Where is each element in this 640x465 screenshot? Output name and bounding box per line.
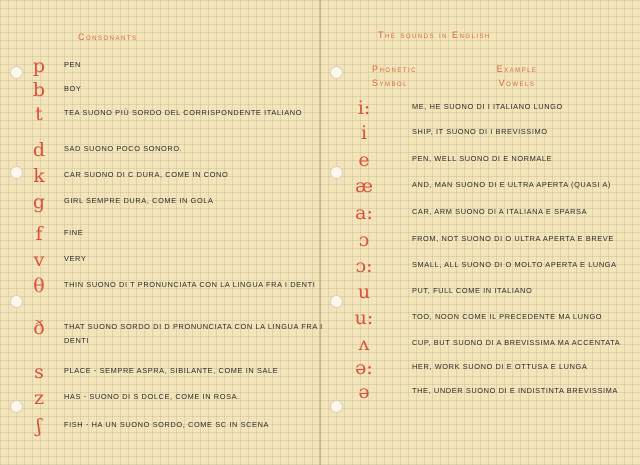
phonetic-symbol: ə: (355, 357, 373, 379)
vowel-example: FROM, NOT SUONO DI O ULTRA APERTA E BREVE (412, 234, 614, 243)
consonant-row (28, 139, 326, 161)
phonetic-symbol: a: (355, 202, 373, 224)
vowel-example: THE, UNDER SUONO DI E INDISTINTA BREVISSIMA (412, 386, 618, 395)
phonetic-symbol: g (32, 191, 46, 213)
vowel-example: SHIP, IT SUONO DI I BREVISSIMO (412, 127, 548, 136)
phonetic-symbol: p (32, 55, 46, 77)
vowel-example: PUT, FULL COME IN ITALIANO (412, 286, 533, 295)
phonetic-symbol: t (35, 103, 43, 125)
binder-hole (330, 166, 343, 179)
phonetic-symbol: ə (358, 381, 370, 403)
phonetic-symbol: æ (355, 175, 373, 197)
binder-hole (10, 400, 23, 413)
vowel-row (350, 122, 640, 144)
binder-hole (330, 295, 343, 308)
consonant-row (28, 317, 326, 348)
vowel-example: CAR, ARM SUONO DI A ITALIANA E SPARSA (412, 207, 588, 216)
consonant-row (28, 55, 326, 77)
vowel-example: SMALL, ALL SUONO DI O MOLTO APERTA E LUNGA (412, 260, 617, 269)
vowel-row (350, 175, 640, 197)
vowel-example: CUP, BUT SUONO DI A BREVISSIMA MA ACCENTATA (412, 338, 621, 347)
vowel-row (350, 307, 640, 329)
phonetic-symbol: ð (33, 317, 45, 339)
vowel-row (350, 229, 640, 251)
vowel-row (350, 97, 640, 119)
consonant-row (28, 249, 326, 271)
consonant-row (28, 387, 326, 409)
phonetic-symbol: s (34, 361, 44, 383)
consonant-description: PEN (64, 60, 81, 69)
phonetic-symbol: u (357, 281, 371, 303)
phonetic-symbol: z (33, 387, 44, 409)
vowel-row (350, 381, 640, 403)
consonant-description: VERY (64, 254, 87, 263)
phonetic-symbol-header: Phonetic Symbol (372, 64, 418, 88)
sounds-title: The sounds in English (378, 30, 491, 40)
vowel-row (350, 333, 640, 355)
binder-hole (330, 400, 343, 413)
consonant-description: GIRL SEMPRE DURA, COME IN GOLA (64, 196, 214, 205)
phonetic-symbol: ɔ (358, 229, 370, 251)
consonant-row (28, 223, 326, 245)
consonant-row (28, 165, 326, 187)
consonant-description: FISH - HA UN SUONO SORDO, COME SC IN SCENA (64, 420, 270, 429)
consonant-description: THAT SUONO SORDO DI D PRONUNCIATA CON LA LINGUA FRA I DENTI (64, 322, 323, 345)
phonetic-symbol: v (33, 249, 45, 271)
vowel-row (350, 149, 640, 171)
phonetic-symbol: ʌ (358, 333, 370, 355)
consonant-description: HAS - SUONO DI S DOLCE, COME IN ROSA. (64, 392, 240, 401)
consonant-description: FINE (64, 228, 84, 237)
phonetic-symbol: d (32, 139, 46, 161)
consonant-description: BOY (64, 84, 82, 93)
vowel-row (350, 281, 640, 303)
consonant-row (28, 275, 326, 297)
phonetic-symbol: ʃ (36, 415, 42, 437)
phonetic-symbol: ɔ: (355, 255, 373, 277)
phonetic-symbol: θ (33, 275, 45, 297)
phonetic-symbol: b (32, 79, 46, 101)
consonant-description: THIN SUONO DI T PRONUNCIATA CON LA LINGUA FRA I DENTI (64, 280, 316, 289)
binder-hole (10, 295, 23, 308)
vowel-example: ME, HE SUONO DI I ITALIANO LUNGO (412, 102, 563, 111)
consonant-row (28, 103, 326, 125)
vowel-example: HER, WORK SUONO DI E OTTUSA E LUNGA (412, 362, 588, 371)
binder-hole (330, 66, 343, 79)
consonant-row (28, 79, 326, 101)
phonetic-symbol: i: (357, 97, 371, 119)
consonant-description: SAD SUONO POCO SONORO. (64, 144, 183, 153)
phonetic-symbol: f (35, 223, 43, 245)
vowel-example: AND, MAN SUONO DI E ULTRA APERTA (QUASI A) (412, 180, 611, 189)
consonant-description: TEA SUONO PIÙ SORDO DEL CORRISPONDENTE ITALIANO (64, 108, 303, 117)
binder-hole (10, 166, 23, 179)
consonant-row (28, 361, 326, 383)
vowel-example: TOO, NOON COME IL PRECEDENTE MA LUNGO (412, 312, 603, 321)
consonant-row (28, 415, 326, 437)
consonant-description: CAR SUONO DI C DURA, COME IN CONO (64, 170, 229, 179)
consonant-row (28, 191, 326, 213)
binder-hole (10, 66, 23, 79)
consonants-heading: Consonants (78, 32, 138, 42)
phonetic-symbol: e (358, 149, 370, 171)
consonant-description: PLACE - SEMPRE ASPRA, SIBILANTE, COME IN SALE (64, 366, 279, 375)
vowel-row (350, 255, 640, 277)
phonetic-symbol: i (360, 122, 368, 144)
vowel-row (350, 202, 640, 224)
phonetic-symbol: k (33, 165, 45, 187)
vowel-row (350, 357, 640, 379)
vowel-example: PEN, WELL SUONO DI E NORMALE (412, 154, 553, 163)
example-vowels-header: Example Vowels (496, 64, 538, 88)
phonetic-symbol: u: (354, 307, 374, 329)
